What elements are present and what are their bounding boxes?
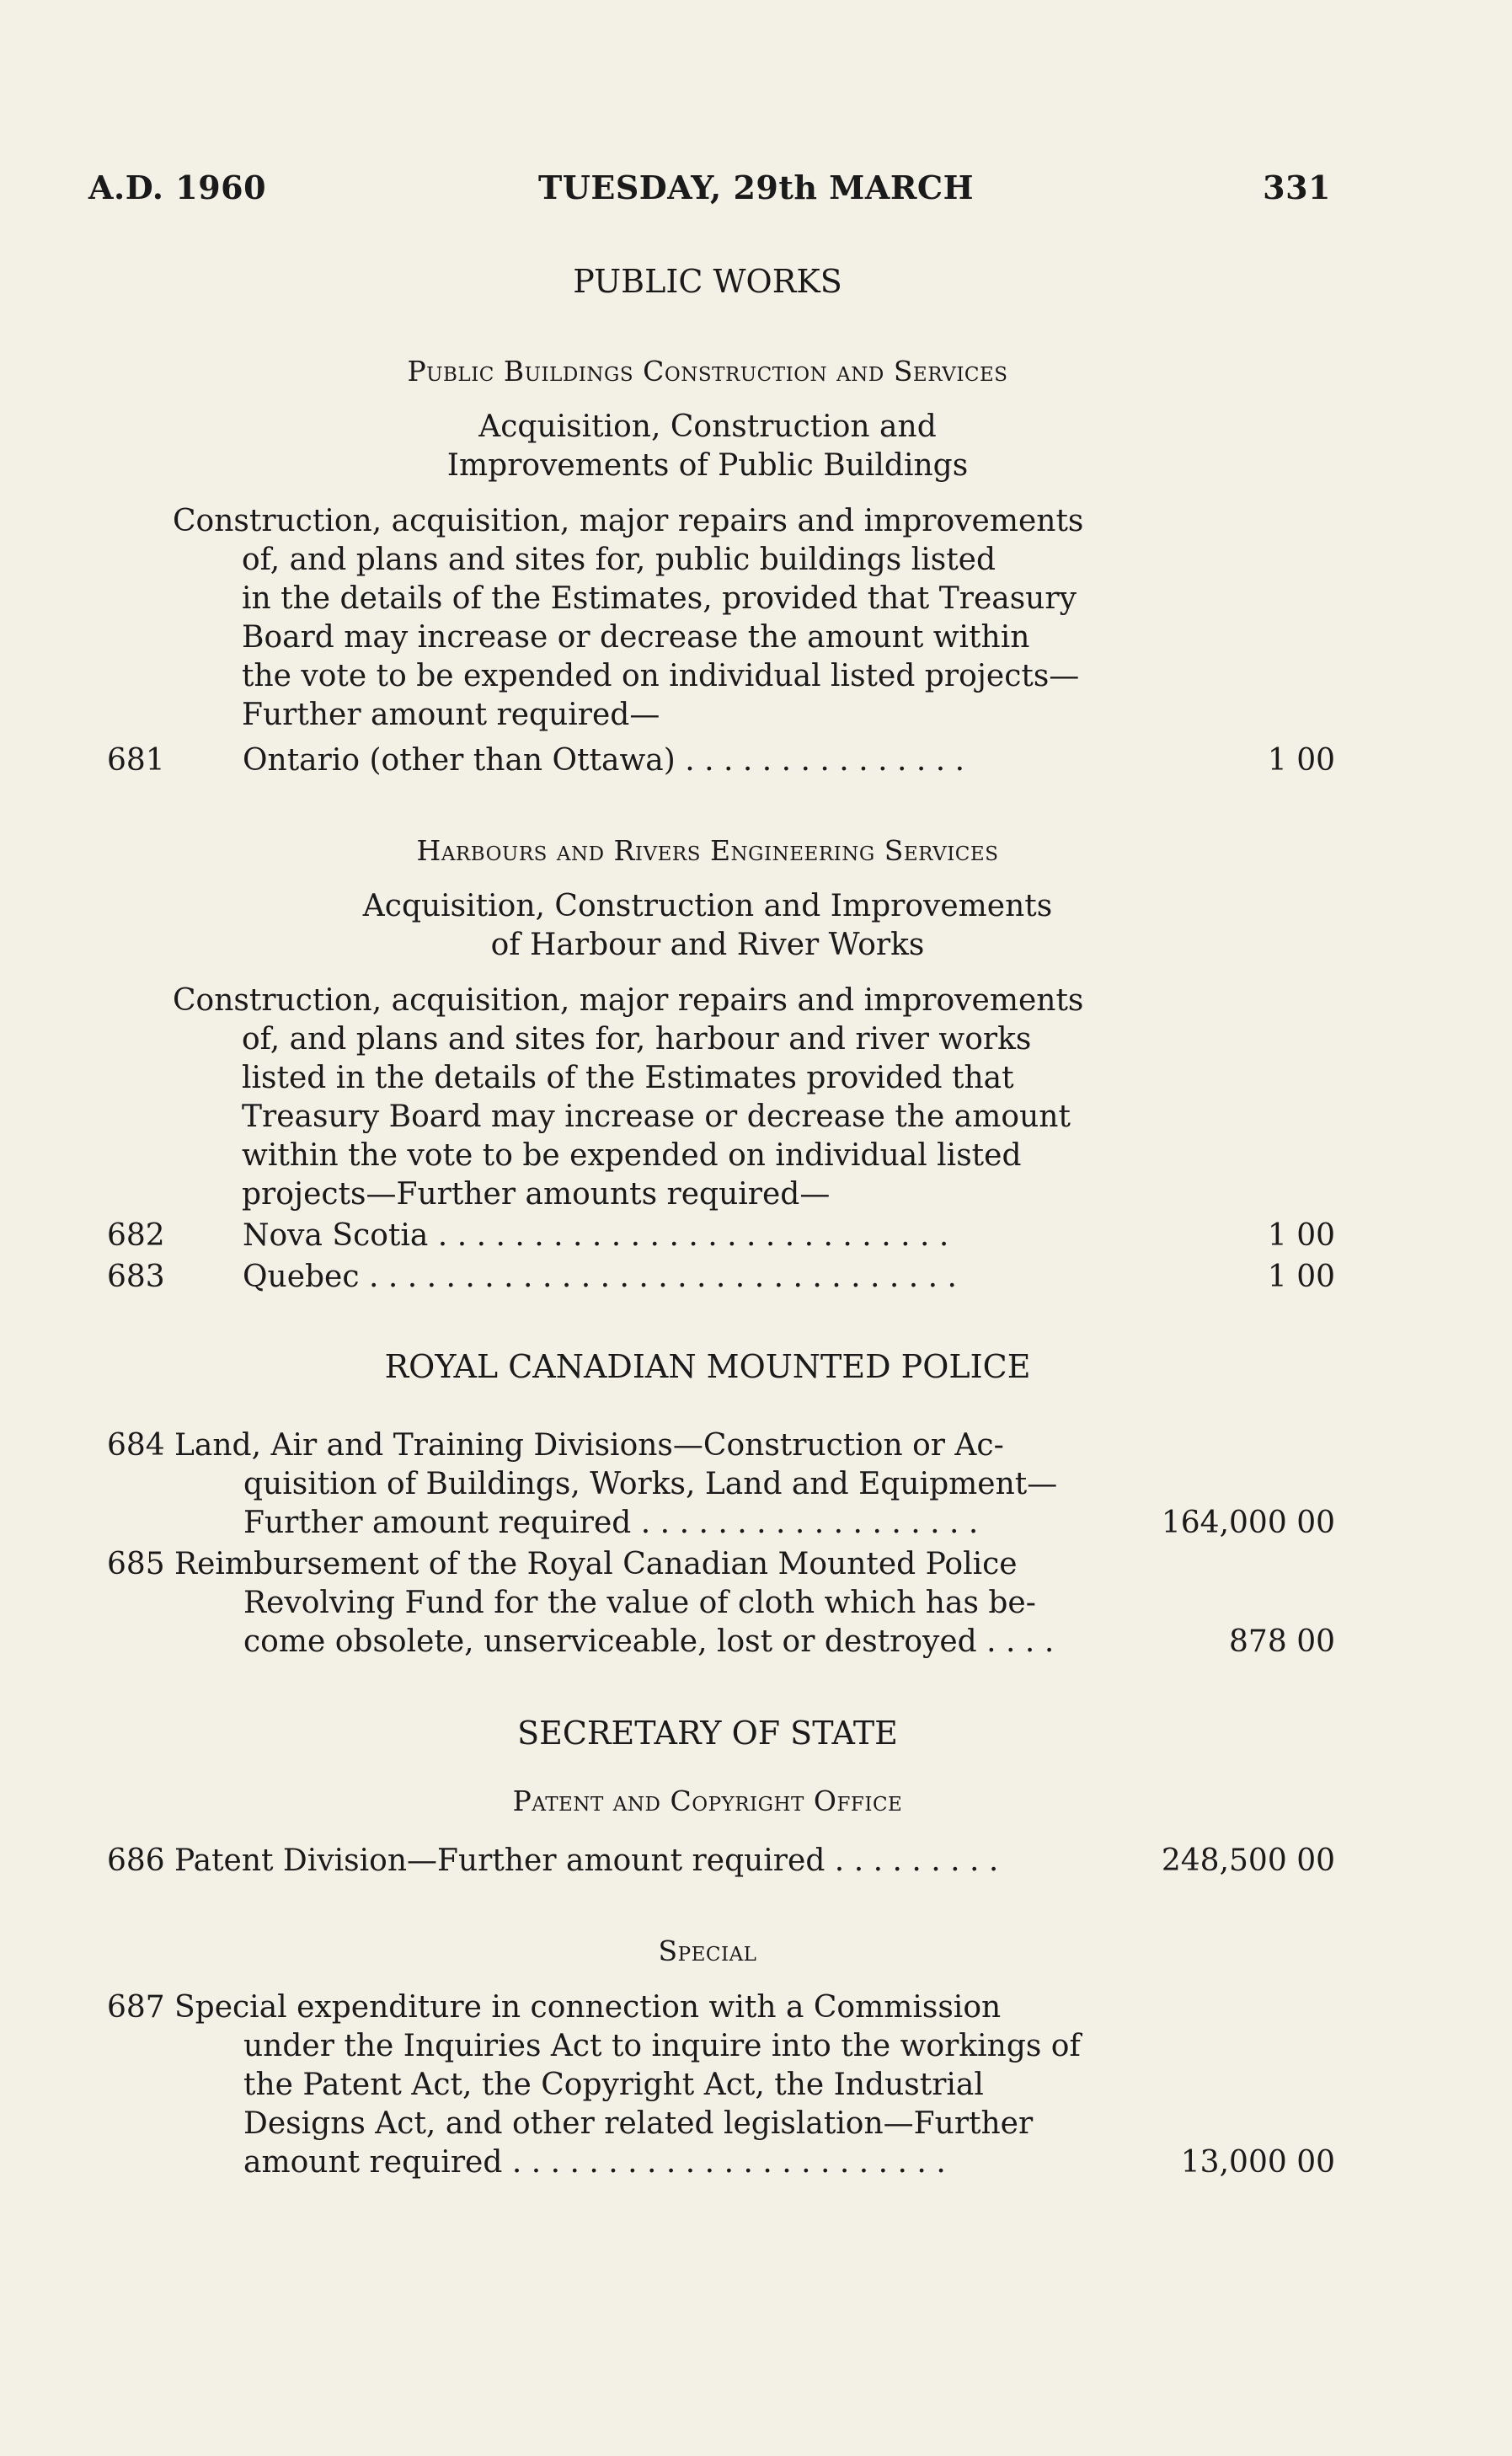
entry-line: Land, Air and Training Divisions—Construction or Ac- [174,1428,1004,1463]
entry-line: Reimbursement of the Royal Canadian Mounted Police [174,1547,1018,1581]
entry-line: Revolving Fund for the value of cloth which has be- [243,1586,1036,1620]
dept-title-secretary-of-state: SECRETARY OF STATE [517,1715,898,1752]
vote-text [174,1988,1093,2182]
vote-number: 687 [107,1990,165,2025]
vote-number: 683 [107,1260,165,1294]
entry-line: amount required . . . . . . . . . . . . . . . . . . . . . . . [243,2145,946,2180]
sub-heading-2: Improvements of Public Buildings [446,448,969,483]
page-number: 331 [1263,169,1331,206]
vote-number: 685 [107,1547,165,1581]
para-line: the vote to be expended on individual listed projects— [242,659,1080,693]
entry-line: the Patent Act, the Copyright Act, the Industrial [243,2068,984,2102]
entry-line: Further amount required . . . . . . . . . . . . . . . . . . [243,1506,979,1540]
para-line: Board may increase or decrease the amount within [242,620,1030,655]
section-heading-patent: Patent and Copyright Office [512,1784,903,1817]
para-line: projects—Further amounts required— [242,1177,831,1212]
vote-text: Ontario (other than Ottawa) . . . . . . . . . . . . . . . [243,743,965,778]
sub-heading-1: Acquisition, Construction and [478,409,937,444]
dept-title-public-works: PUBLIC WORKS [573,263,842,300]
section-heading-harbours: Harbours and Rivers Engineering Services [416,834,999,867]
vote-text [174,1545,1093,1661]
vote-description-public-buildings [173,502,1091,735]
dept-title-rcmp: ROYAL CANADIAN MOUNTED POLICE [384,1348,1031,1385]
vote-number: 686 [107,1843,165,1878]
header-year: A.D. 1960 [88,169,267,206]
vote-text [174,1426,1093,1543]
para-line: in the details of the Estimates, provided that Treasury [242,581,1077,616]
vote-amount: 878 00 [1229,1624,1335,1659]
vote-number: 681 [107,743,165,778]
vote-text: Quebec . . . . . . . . . . . . . . . . . . . . . . . . . . . . . . . [243,1260,958,1294]
vote-amount: 13,000 00 [1180,2145,1335,2180]
vote-amount: 1 00 [1267,743,1335,778]
vote-amount: 164,000 00 [1161,1506,1335,1540]
para-line: listed in the details of the Estimates provided that [242,1061,1014,1095]
entry-line: Designs Act, and other related legislation—Further [243,2106,1034,2141]
entry-line: quisition of Buildings, Works, Land and Equipment— [243,1467,1058,1501]
para-line: Further amount required— [242,698,660,732]
para-line: Construction, acquisition, major repairs and improvements [173,504,1084,538]
sub-heading-2: of Harbour and River Works [490,928,925,962]
vote-text: Nova Scotia . . . . . . . . . . . . . . . . . . . . . . . . . . . [243,1218,949,1253]
sub-heading-1: Acquisition, Construction and Improvements [362,889,1053,923]
section-heading-special: Special [658,1934,757,1967]
section-heading-public-buildings: Public Buildings Construction and Services [407,355,1008,388]
para-line: of, and plans and sites for, harbour and river works [242,1022,1032,1057]
vote-amount: 248,500 00 [1161,1843,1335,1878]
para-line: Construction, acquisition, major repairs and improvements [173,983,1084,1018]
vote-description-harbours [173,982,1091,1214]
vote-text: Patent Division—Further amount required . . . . . . . . . [174,1843,999,1878]
para-line: of, and plans and sites for, public buildings listed [242,543,996,577]
para-line: Treasury Board may increase or decrease the amount [242,1100,1071,1134]
para-line: within the vote to be expended on individual listed [242,1138,1022,1173]
vote-amount: 1 00 [1267,1218,1335,1253]
vote-amount: 1 00 [1267,1260,1335,1294]
entry-line: Special expenditure in connection with a Commission [174,1990,1002,2025]
entry-line: under the Inquiries Act to inquire into the workings of [243,2029,1081,2063]
vote-number: 684 [107,1428,165,1463]
header-date: TUESDAY, 29th MARCH [537,169,975,206]
entry-line: come obsolete, unserviceable, lost or destroyed . . . . [243,1624,1055,1659]
vote-number: 682 [107,1218,165,1253]
